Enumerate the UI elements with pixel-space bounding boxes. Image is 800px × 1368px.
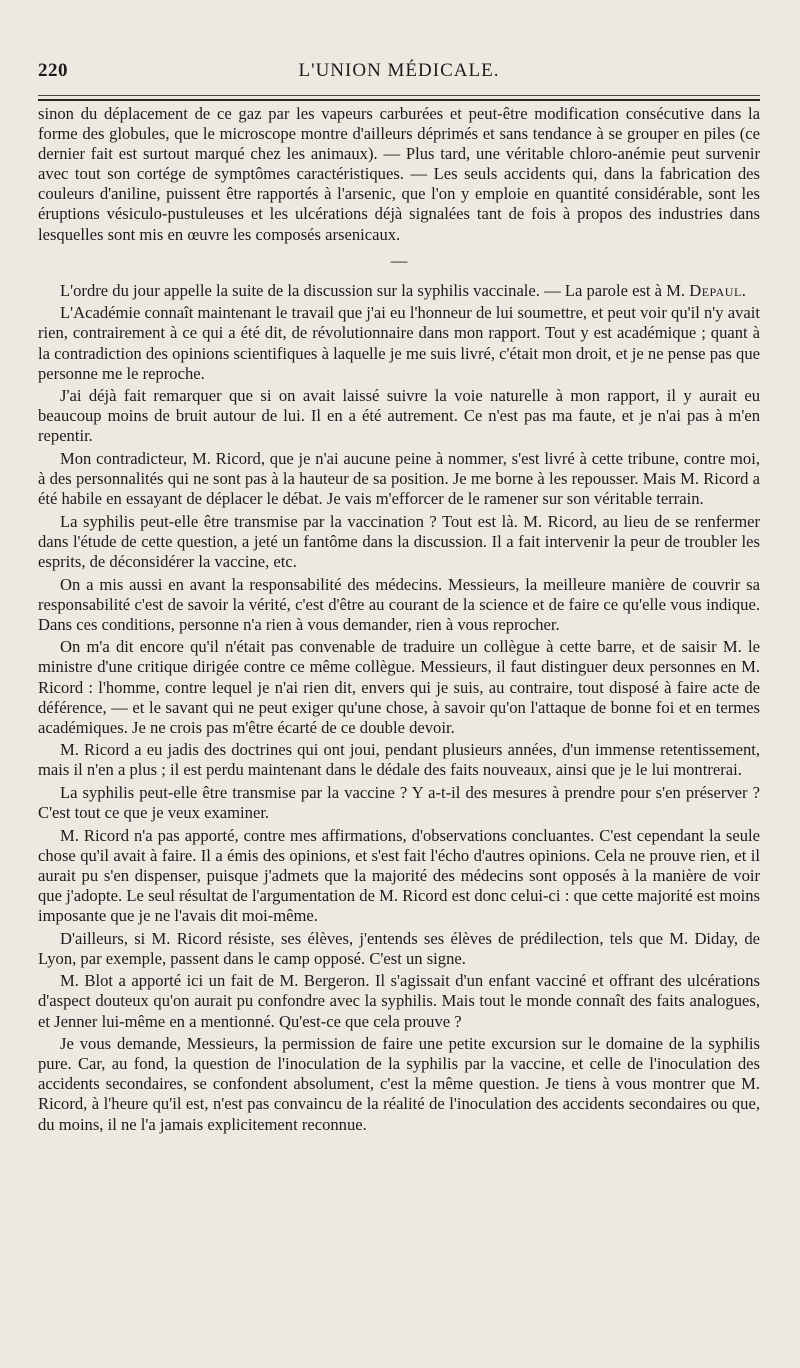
paragraph: Mon contradicteur, M. Ricord, que je n'ai aucune peine à nommer, s'est livré à cette tribune, contre moi, à des personnalités qui ne sont pas à la hauteur de sa position. Je me borne à les repousser. Mais M. Ricord a été habile en essayant de déplacer le débat. Je vais m'efforcer de le ramener sur son véritable terrain.	[38, 449, 760, 509]
paragraph: La syphilis peut-elle être transmise par la vaccine ? Y a-t-il des mesures à prendre pour s'en préserver ? C'est tout ce que je veux examiner.	[38, 783, 760, 823]
page-header	[38, 60, 760, 90]
paragraph-text: L'ordre du jour appelle la suite de la discussion sur la syphilis vaccinale. — La parole est à M.	[60, 280, 686, 300]
paragraph: L'Académie connaît maintenant le travail que j'ai eu l'honneur de lui soumettre, et peut voir qu'il n'y avait rien, contrairement à ce qui a été dit, de révolutionnaire dans mon rapport. Tout y est académique ; quant à la contradiction des opinions scientifiques à laquelle je me suis livré, c'était mon droit, et je ne pense pas que personne me le reproche.	[38, 303, 760, 383]
header-rule	[38, 95, 760, 96]
section-separator: —	[390, 250, 408, 270]
paragraph: M. Blot a apporté ici un fait de M. Bergeron. Il s'agissait d'un enfant vacciné et offrant des ulcérations d'aspect douteux qu'on aurait pu confondre avec la syphilis. Mais tout le monde connaît des faits analogues, et Jenner lui-même en a mentionné. Qu'est-ce que cela prouve ?	[38, 971, 760, 1031]
header-rule-thick	[38, 99, 760, 101]
paragraph: La syphilis peut-elle être transmise par la vaccination ? Tout est là. M. Ricord, au lieu de se renfermer dans l'étude de cette question, a jeté un fantôme dans la discussion. Il a fait intervenir la peur de troubler les esprits, de déconsidérer la vaccine, etc.	[38, 511, 760, 571]
paragraph: J'ai déjà fait remarquer que si on avait laissé suivre la voie naturelle à mon rapport, il y aurait eu beaucoup moins de bruit autour de lui. Il en a été autrement. Ce n'est pas ma faute, et je n'ai pas à m'en repentir.	[38, 386, 760, 446]
paragraph: On m'a dit encore qu'il n'était pas convenable de traduire un collègue à cette barre, et de saisir M. le ministre d'une critique dirigée contre ce même collègue. Messieurs, il faut distinguer deux personnes en M. Ricord : l'homme, contre lequel je n'ai rien dit, envers qui je suis, au contraire, tout disposé à faire acte de déférence, — et le savant qui ne peut exiger qu'une chose, à savoir qu'on l'attaque de bonne foi et en termes académiques. Je ne crois pas m'être écarté de ce double devoir.	[38, 637, 760, 737]
body-text	[38, 104, 760, 1137]
paragraph: sinon du déplacement de ce gaz par les vapeurs carburées et peut-être modification consécutive dans la forme des globules, que le microscope montre d'ailleurs déprimés et sans tendance à se grouper en piles (ce dernier fait est surtout marqué chez les animaux). — Plus tard, une véritable chloro-anémie peut survenir avec tout son cortége de symptômes caractéristiques. — Les seuls accidents qui, dans la fabrication des couleurs d'aniline, puissent être rapportés à l'arsenic, que l'on y emploie en quantité considérable, sont les éruptions vésiculo-pustuleuses et les ulcérations déjà signalées tant de fois à propos des industries dans lesquelles sont mis en œuvre les composés arsenicaux.	[38, 104, 760, 244]
running-title: L'UNION MÉDICALE.	[298, 60, 500, 81]
speaker-name: Depaul.	[689, 280, 747, 300]
paragraph	[38, 281, 760, 301]
paragraph: Je vous demande, Messieurs, la permission de faire une petite excursion sur le domaine de la syphilis pure. Car, au fond, la question de l'inoculation de la syphilis par la vaccine, et celle de l'inoculation des accidents secondaires, se confondent absolument, c'est la même question. Je tiens à vous montrer que M. Ricord, à l'heure qu'il est, n'est pas convaincu de la réalité de l'inoculation des accidents secondaires ou que, du moins, il ne l'a jamais explicitement reconnue.	[38, 1034, 760, 1134]
paragraph: D'ailleurs, si M. Ricord résiste, ses élèves, j'entends ses élèves de prédilection, tels que M. Diday, de Lyon, par exemple, passent dans le camp opposé. C'est un signe.	[38, 928, 760, 968]
paragraph: M. Ricord a eu jadis des doctrines qui ont joui, pendant plusieurs années, d'un immense retentissement, mais il n'en a plus ; il est perdu maintenant dans le dédale des faits nouveaux, ainsi que je le lui montrerai.	[38, 740, 760, 780]
page-number: 220	[38, 60, 68, 81]
paragraph: On a mis aussi en avant la responsabilité des médecins. Messieurs, la meilleure manière de couvrir sa responsabilité c'est de savoir la vérité, c'est d'être au courant de la science et de faire ce qu'elle vous indique. Dans ces conditions, personne n'a rien à vous demander, rien à vous reprocher.	[38, 574, 760, 634]
paragraph: M. Ricord n'a pas apporté, contre mes affirmations, d'observations concluantes. C'est cependant la seule chose qu'il avait à faire. Il a émis des opinions, et s'est fait l'écho d'autres opinions. Cela ne prouve rien, et il aurait pu s'en dispenser, puisque j'admets que la majorité des médecins sont opposés à la manière de voir que j'adopte. Le seul résultat de l'argumentation de M. Ricord est donc celui-ci : que cette majorité est moins imposante que je ne l'avais dit moi-même.	[38, 825, 760, 926]
